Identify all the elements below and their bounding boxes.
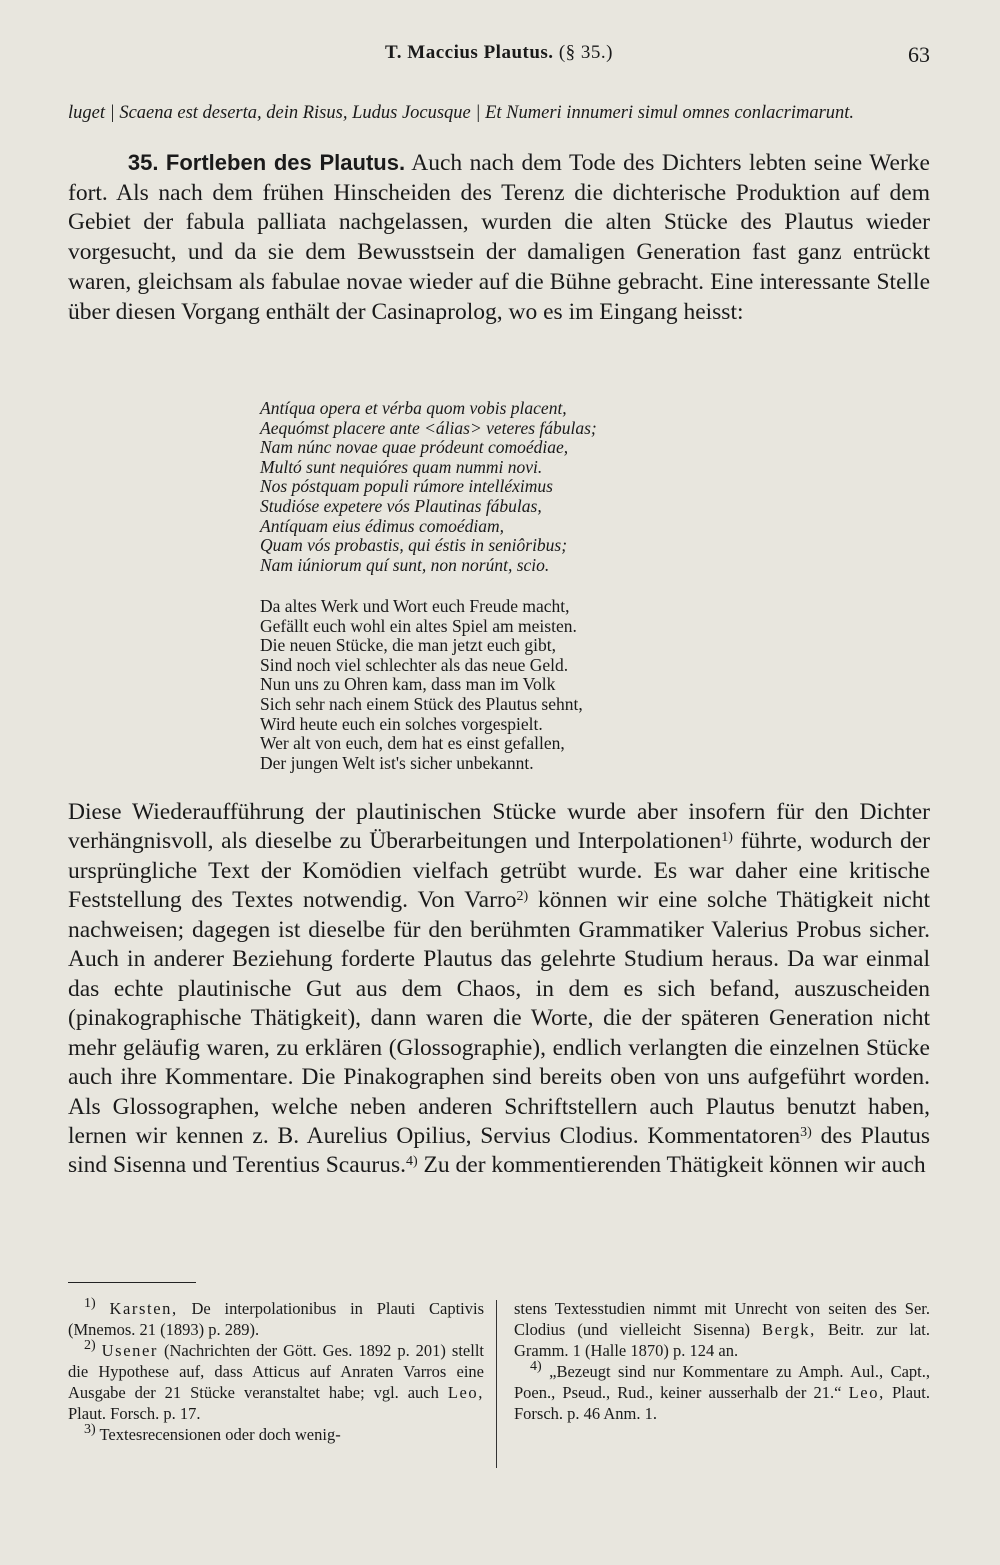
german-verse-line: Nun uns zu Ohren kam, dass man im Volk <box>260 674 556 695</box>
latin-verse-line: Antíqua opera et vérba quom vobis placent, <box>260 398 567 418</box>
latin-verse-line: Studióse expetere vós Plautinas fábulas, <box>260 495 542 516</box>
german-verse-line: Sich sehr nach einem Stück des Plautus sehnt, <box>260 693 583 714</box>
footnote-3-cont-b: Beitr. zur lat. Gramm. 1 (Halle 1870) p. 124 an. <box>514 1320 930 1360</box>
section-body: Auch nach dem Tode des Dichters lebten seine Werke fort. Als nach dem frühen Hinscheiden des Terenz die dichterische Produktion auf dem Gebiet der fabula palliata nachgelassen, wurden die alten Stücke des Plautus wieder vorgesucht, und da sie dem Bewusstsein der damaligen Generation fast ganz entrückt waren, gleichsam als fabulae novae wieder auf die Bühne gebracht. Eine interessante Stelle über diesen Vorgang enthält der Casinaprolog, wo es im Eingang heisst: <box>68 150 930 325</box>
footnote-ref-2[interactable]: 2) <box>516 889 529 905</box>
footnote-3-bergk: Bergk, <box>762 1320 816 1339</box>
german-verse-line: Der jungen Welt ist's sicher unbekannt. <box>260 752 534 773</box>
latin-verse-line: Nam iúniorum quí sunt, non norúnt, scio. <box>260 554 550 575</box>
german-verse-line: Sind noch viel schlechter als das neue Geld. <box>260 654 569 675</box>
latin-verse-line: Aequómst placere ante <álias> veteres fábulas; <box>260 417 597 438</box>
footnote-ref-3[interactable]: 3) <box>800 1124 812 1140</box>
footnote-2-tail: Plaut. Forsch. p. 17. <box>68 1404 201 1423</box>
footnote-3-mark: 3) <box>84 1422 96 1437</box>
paragraph-text: des Plautus sind Sisenna und Terentius Scaurus. <box>68 1122 930 1179</box>
footnote-2-text: (Nachrichten der Gött. Ges. 1892 p. 201) stellt die Hypothese auf, dass Atticus auf Anraten Varros eine Ausgabe der 21 Stücke veranstaltet habe; vgl. auch <box>68 1341 484 1402</box>
footnote-4-tail: Plaut. Forsch. p. 46 Anm. 1. <box>514 1383 931 1423</box>
footnote-3-continued <box>514 1298 930 1361</box>
german-verse-line: Die neuen Stücke, die man jetzt euch gibt, <box>260 635 556 656</box>
section-heading: Fortleben des Plautus. <box>165 150 406 175</box>
footnote-column-divider <box>496 1300 497 1468</box>
latin-verse-line: Quam vós probastis, qui éstis in seniôribus; <box>260 535 568 556</box>
main-paragraph-2 <box>68 798 930 1181</box>
section-number: 35. <box>127 150 159 175</box>
german-verse-line: Wer alt von euch, dem hat es einst gefallen, <box>260 733 565 754</box>
paragraph-text: Zu der kommentierenden Thätigkeit können wir auch <box>417 1152 926 1179</box>
footnote-1-mark: 1) <box>84 1296 96 1311</box>
latin-verse-line: Nos póstquam populi rúmore intelléximus <box>260 476 553 497</box>
latin-verse-block <box>260 399 740 575</box>
paragraph-text: Diese Wiederaufführung der plautinischen Stücke wurde aber insofern für den Dichter verhängnisvoll, als dieselbe zu Überarbeitungen und Interpolationen <box>68 799 930 855</box>
section-35-paragraph <box>68 148 930 327</box>
footnote-separator <box>68 1282 196 1283</box>
page-number: 63 <box>908 42 930 67</box>
footnote-4-text: „Bezeugt sind nur Kommentare zu Amph. Aul., Capt., Poen., Pseud., Rud., keiner ausserhalb der 21.“ <box>514 1362 930 1402</box>
footnote-1 <box>68 1298 484 1340</box>
footnote-2-leo: Leo, <box>447 1383 484 1402</box>
german-verse-line: Wird heute euch ein solches vorgespielt. <box>260 713 543 734</box>
footnote-2-mark: 2) <box>84 1338 96 1353</box>
footnotes-right-column <box>514 1298 930 1424</box>
german-verse-line: Gefällt euch wohl ein altes Spiel am meisten. <box>260 615 577 636</box>
footnote-1-author: Karsten, <box>109 1299 178 1318</box>
german-verse-line: Da altes Werk und Wort euch Freude macht, <box>260 596 570 616</box>
running-header <box>68 42 930 76</box>
header-section-ref: (§ 35.) <box>558 42 613 63</box>
paragraph-text: führte, wodurch der ursprüngliche Text der Komödien vielfach getrübt wurde. Es war daher eine kritische Feststellung des Textes notwendig. Von Varro <box>68 828 930 914</box>
footnote-4 <box>514 1361 930 1424</box>
footnote-3 <box>68 1424 484 1445</box>
footnote-2-author: Usener <box>101 1341 158 1360</box>
latin-verse-line: Antíquam eius édimus comoédiam, <box>260 515 504 536</box>
footnote-4-mark: 4) <box>530 1359 542 1374</box>
footnote-ref-1[interactable]: 1) <box>721 830 733 846</box>
lead-italic-text: luget | Scaena est deserta, dein Risus, Ludus Jocusque | Et Numeri innumeri simul omnes conlacrimarunt. <box>68 103 855 123</box>
footnote-3-cont-a: stens Textesstudien nimmt mit Unrecht von seiten des Ser. Clodius (und vielleicht Sisenna) <box>514 1299 930 1339</box>
running-title <box>68 42 930 64</box>
footnote-2 <box>68 1340 484 1424</box>
footnote-4-leo: Leo, <box>848 1383 885 1402</box>
footnote-ref-4[interactable]: 4) <box>406 1154 418 1170</box>
latin-verse-line: Multó sunt nequióres quam nummi novi. <box>260 456 543 477</box>
footnotes-left-column <box>68 1298 484 1445</box>
paragraph-text: können wir eine solche Thätigkeit nicht nachweisen; dagegen ist dieselbe für den berühmten Grammatiker Valerius Probus sicher. Auch in anderer Beziehung forderte Plautus das gelehrte Studium heraus. Da war einmal das echte plautinische Gut aus dem Chaos, in dem es sich befand, auszuscheiden (pinakographische Thätigkeit), dann waren die Worte, die der späteren Generation nicht mehr geläufig waren, zu erklären (Glossographie), endlich verlangten die einzelnen Stücke auch ihre Kommentare. Die Pinakographen sind bereits oben von uns aufgeführt worden. Als Glossographen, welche neben anderen Schriftstellern auch Plautus benutzt haben, lernen wir kennen z. B. Aurelius Opilius, Servius Clodius. Kommentatoren <box>68 887 930 1149</box>
latin-verse-line: Nam núnc novae quae pródeunt comoédiae, <box>260 437 569 458</box>
german-verse-block <box>260 597 740 773</box>
header-author: T. Maccius Plautus. <box>385 42 554 63</box>
footnote-3-text: Textesrecensionen oder doch wenig- <box>95 1425 341 1444</box>
footnote-1-text: De interpolationibus in Plauti Captivis (Mnemos. 21 (1893) p. 289). <box>68 1299 484 1339</box>
